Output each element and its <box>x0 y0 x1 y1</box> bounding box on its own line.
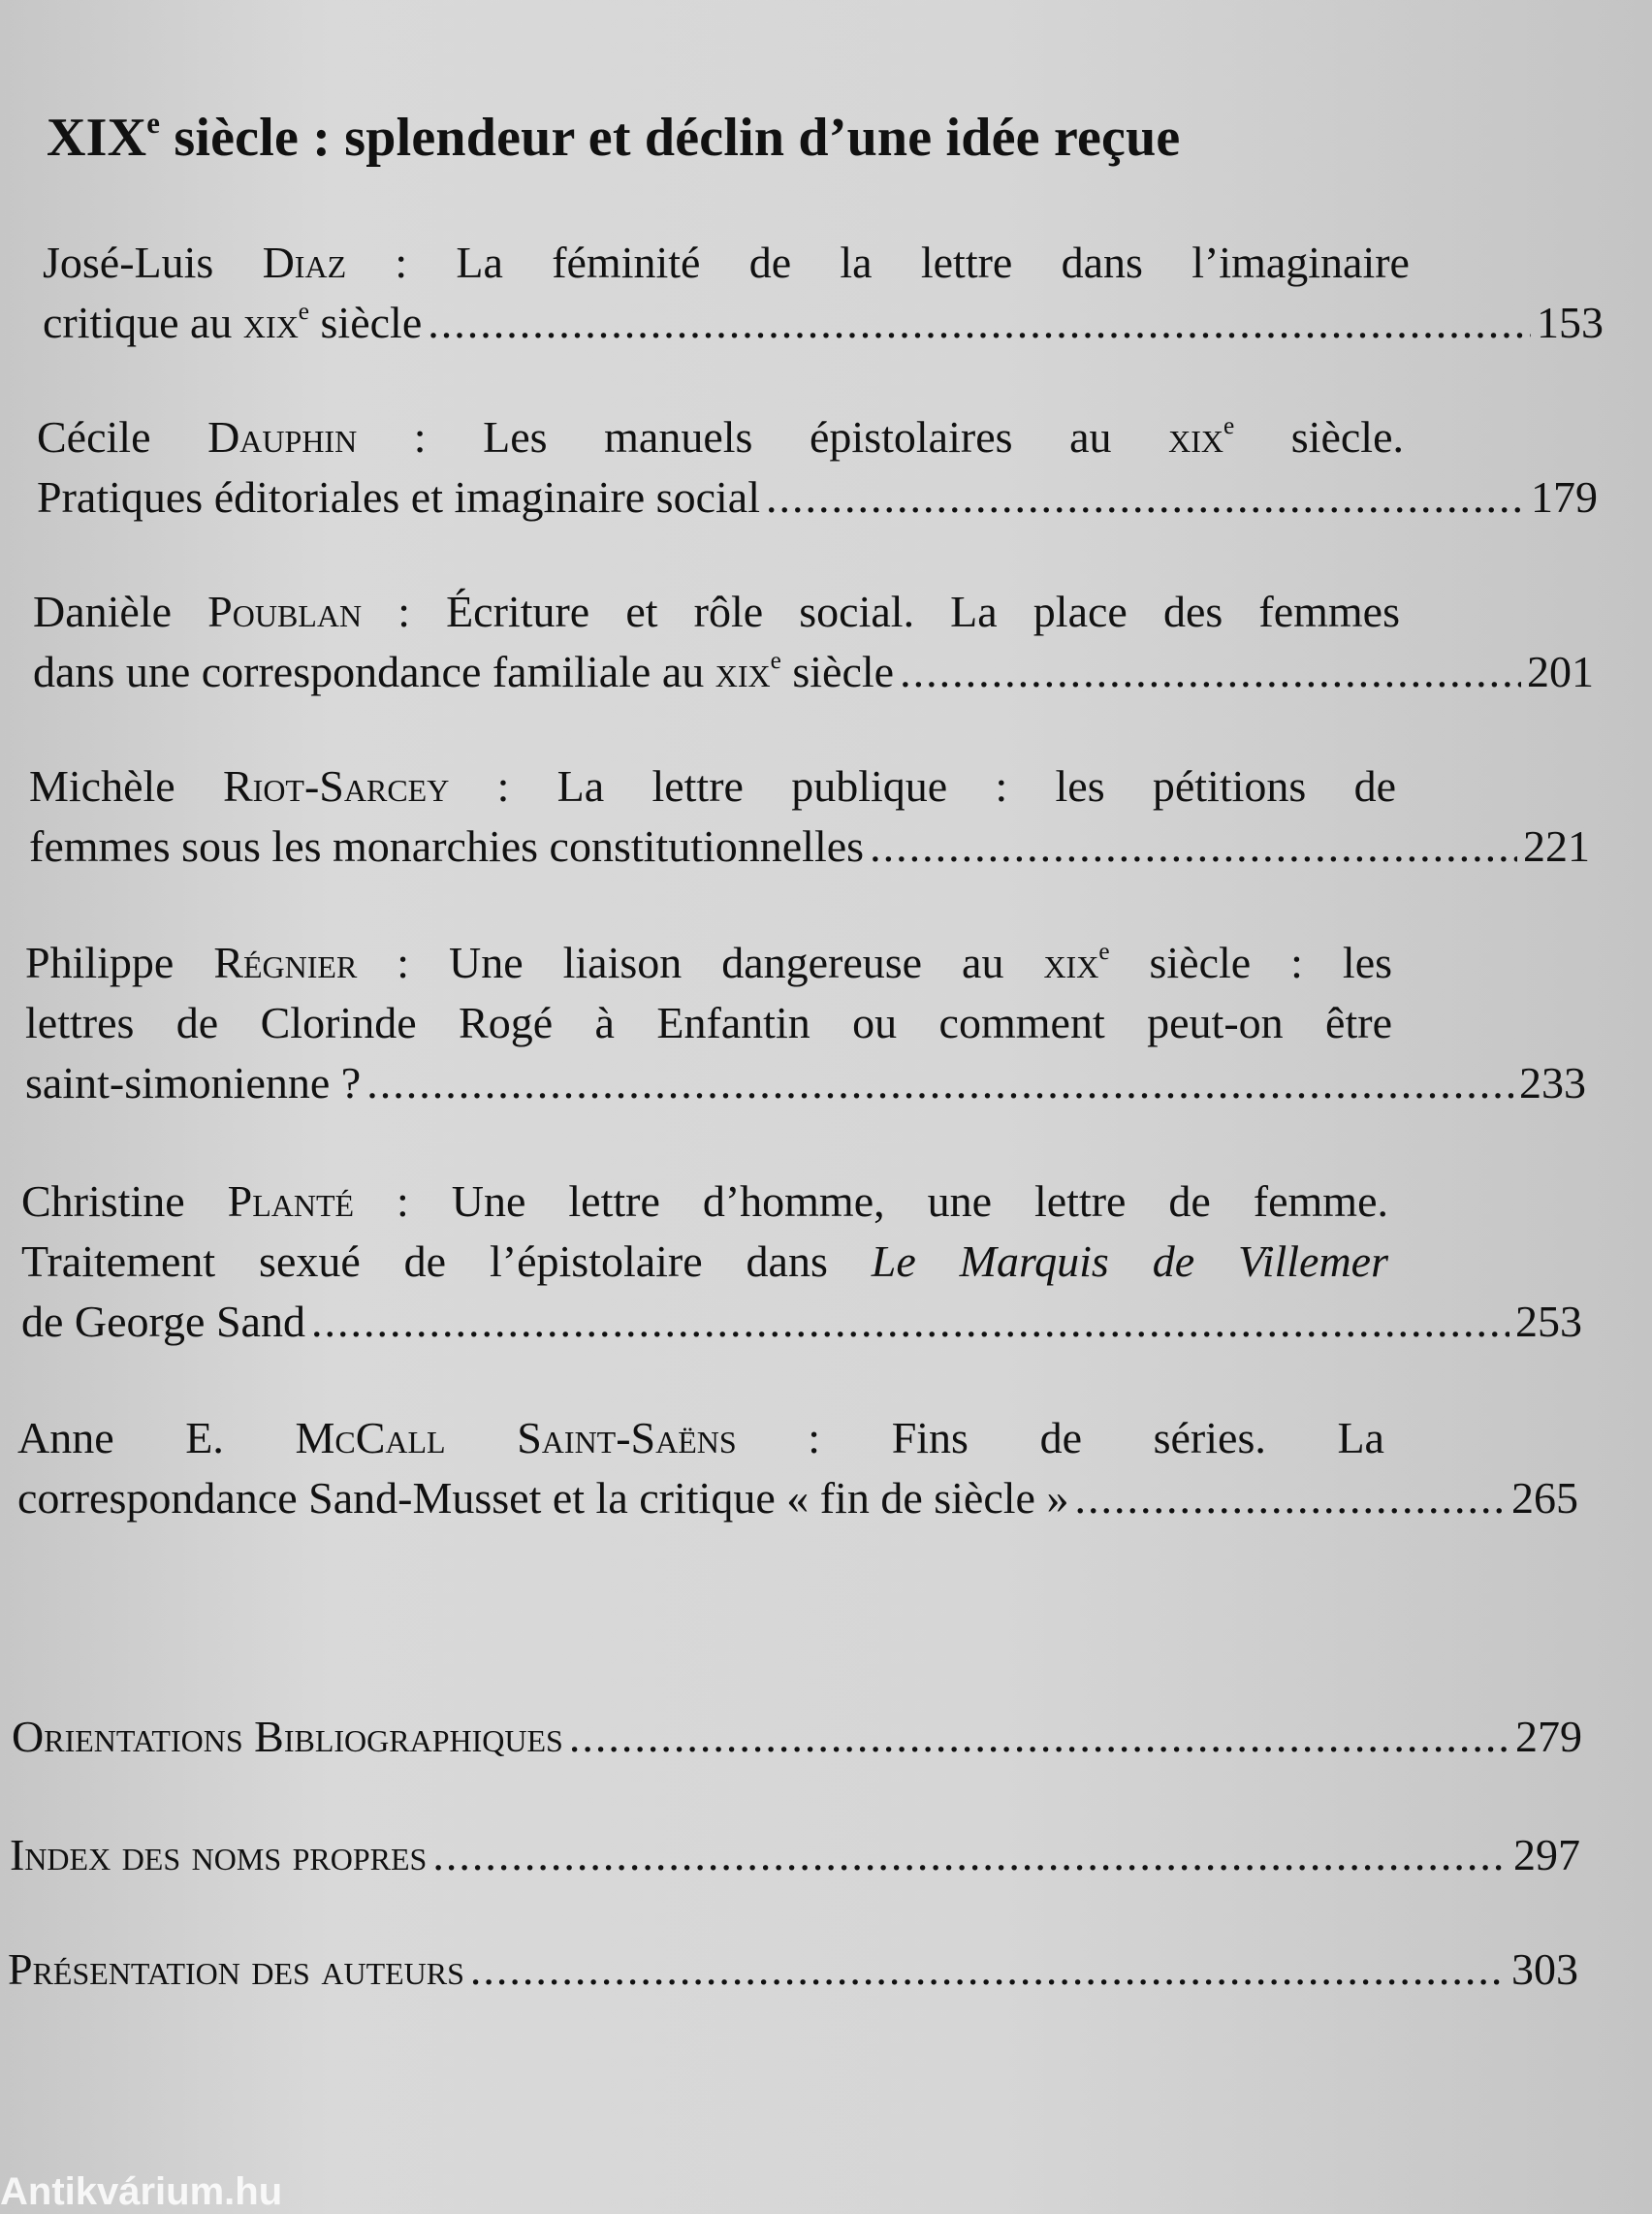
dot-leader <box>1074 1468 1506 1528</box>
author-last-name: Riot-Sarcey <box>222 761 450 811</box>
watermark-text: Antikvárium.hu <box>0 2170 283 2213</box>
entry-title-end: critique au xix$^e$ siècle <box>43 298 423 347</box>
entry-title-end: Pratiques éditoriales et imaginaire social <box>37 472 760 522</box>
page-number: 265 <box>1511 1473 1578 1523</box>
entry-line <box>29 756 1396 817</box>
entry-line <box>21 1171 1388 1232</box>
entry-title-text: : Écriture et rôle social. La place des femmes <box>362 587 1401 636</box>
entry-last-line <box>29 817 1590 877</box>
toc-appendix-index <box>10 1825 1580 1885</box>
toc-entry-riot-sarcey <box>29 756 1590 877</box>
appendix-label: Orientations Bibliographiques <box>12 1712 563 1761</box>
author-first-name: Christine <box>21 1176 228 1226</box>
entry-last-line <box>17 1468 1578 1528</box>
entry-title-end: saint-simonienne ? <box>25 1058 362 1107</box>
entry-last-line <box>33 642 1594 702</box>
toc-appendix-bibliography <box>12 1707 1582 1767</box>
entry-title-text: : La féminité de la lettre dans l’imaginaire <box>346 238 1410 287</box>
author-first-name: Danièle <box>33 587 208 636</box>
entry-line: Traitement sexué de l’épistolaire dans Le Marquis de Villemer <box>21 1236 1388 1286</box>
dot-leader <box>870 817 1517 877</box>
page-number: 297 <box>1513 1830 1580 1879</box>
entry-line <box>43 233 1410 293</box>
dot-leader <box>470 1940 1506 2000</box>
entry-line: Cécile Dauphin : Les manuels épistolaires au xix$^e$ siècle. <box>37 412 1404 462</box>
page-number: 179 <box>1531 472 1598 522</box>
appendix-label: Index des noms propres <box>10 1830 428 1879</box>
author-last-name: Régnier <box>213 938 358 987</box>
page-number: 253 <box>1515 1297 1582 1346</box>
toc-entry-mccall <box>17 1408 1578 1528</box>
author-last-name: Planté <box>227 1176 355 1226</box>
page-number: 153 <box>1537 298 1604 347</box>
appendix-line <box>10 1825 1580 1885</box>
entry-title-end: femmes sous les monarchies constitutionnelles <box>29 821 865 871</box>
page-number: 279 <box>1515 1712 1582 1761</box>
entry-last-line <box>37 467 1598 528</box>
dot-leader <box>900 642 1521 702</box>
author-last-name: McCall Saint-Saëns <box>295 1413 737 1462</box>
toc-appendix-authors <box>8 1940 1578 2000</box>
entry-line <box>33 582 1400 642</box>
page-number: 221 <box>1523 821 1590 871</box>
entry-line: Philippe Régnier : Une liaison dangereuse au xix$^e$ siècle : les <box>25 938 1393 987</box>
author-last-name: Dauphin <box>207 412 358 462</box>
entry-last-line <box>21 1292 1582 1352</box>
entry-line <box>17 1408 1384 1468</box>
entry-title-end: dans une correspondance familiale au xix$^e$ siècle <box>33 647 895 696</box>
section-title-text: siècle : splendeur et déclin d’une idée reçue <box>160 108 1181 168</box>
dot-leader <box>432 1825 1508 1885</box>
entry-line: lettres de Clorinde Rogé à Enfantin ou comment peut-on être <box>25 998 1392 1047</box>
page-number: 303 <box>1511 1944 1578 1994</box>
appendix-line <box>12 1707 1582 1767</box>
author-first-name: Anne E. <box>17 1413 296 1462</box>
dot-leader <box>569 1707 1509 1767</box>
appendix-line <box>8 1940 1578 2000</box>
toc-entry-diaz <box>43 233 1604 353</box>
toc-entry-dauphin <box>37 407 1598 528</box>
author-first-name: Michèle <box>29 761 223 811</box>
entry-title-text: : La lettre publique : les pétitions de <box>449 761 1396 811</box>
section-title-sup: e <box>146 106 161 140</box>
toc-entry-regnier <box>25 933 1586 1113</box>
appendix-label: Présentation des auteurs <box>8 1944 464 1994</box>
author-last-name: Diaz <box>262 238 347 287</box>
entry-title-text: : Fins de séries. La <box>736 1413 1384 1462</box>
toc-entry-poublan <box>33 582 1594 702</box>
page-number: 233 <box>1519 1058 1586 1107</box>
dot-leader <box>428 293 1531 353</box>
dot-leader <box>366 1053 1513 1113</box>
dot-leader <box>766 467 1525 528</box>
dot-leader <box>311 1292 1509 1352</box>
toc-entry-plante <box>21 1171 1582 1352</box>
entry-title-end: correspondance Sand-Musset et la critique « fin de siècle » <box>17 1473 1069 1523</box>
author-last-name: Poublan <box>207 587 363 636</box>
entry-last-line <box>25 1053 1586 1113</box>
entry-title-end: de George Sand <box>21 1297 305 1346</box>
section-title <box>47 107 1181 169</box>
author-first-name: Cécile <box>37 412 208 462</box>
book-title-italic: Le Marquis de Villemer <box>871 1236 1388 1286</box>
entry-last-line <box>43 293 1604 353</box>
section-title-roman: XIX <box>47 108 147 168</box>
entry-title-text: : Une lettre d’homme, une lettre de femme. <box>354 1176 1388 1226</box>
page-number: 201 <box>1527 647 1594 696</box>
author-first-name: José-Luis <box>43 238 263 287</box>
author-first-name: Philippe <box>25 938 214 987</box>
